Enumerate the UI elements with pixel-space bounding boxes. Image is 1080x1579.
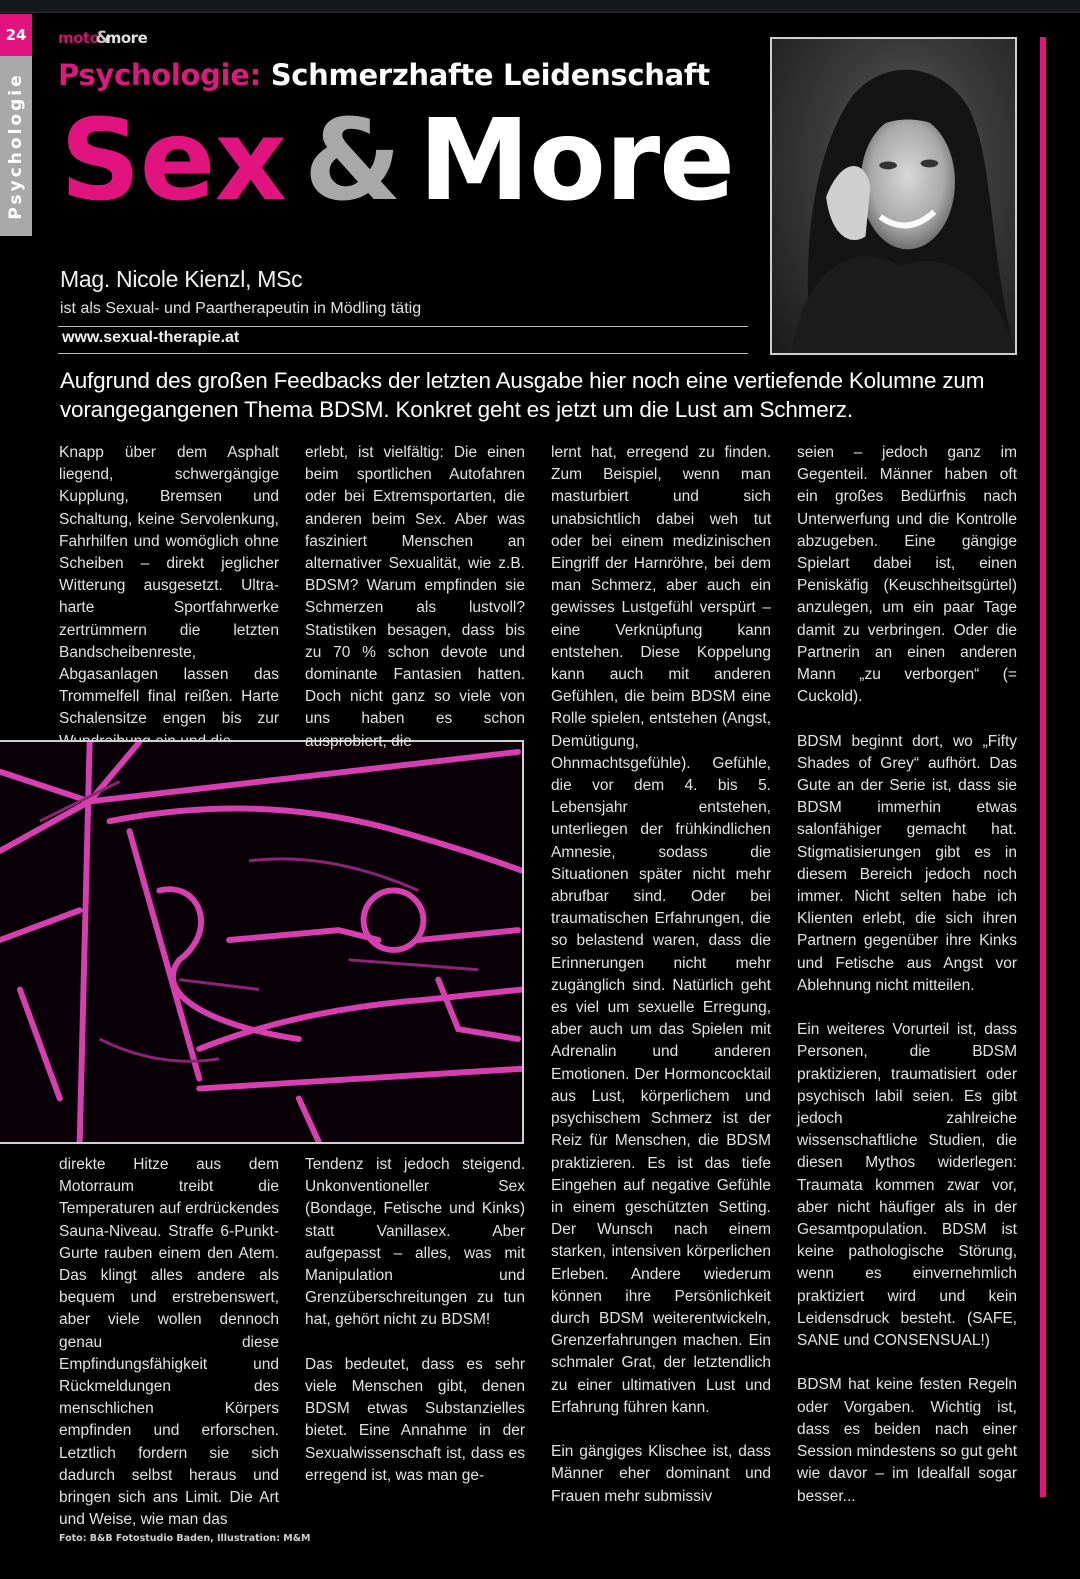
- headline-word-2: More: [418, 96, 735, 226]
- divider: [58, 326, 748, 327]
- illustration-image: [0, 742, 522, 1142]
- divider: [58, 353, 748, 354]
- logo-ampersand: &: [95, 28, 110, 48]
- logo-part-2: more: [105, 29, 148, 47]
- paragraph: Tendenz ist jedoch steigend. Unkonventioneller Sex (Bondage, Fetische und Kinks) statt Vanillasex. Aber aufgepasst – alles, was mit Manipulation und Grenzüberschreitungen zu tun hat, gehört nicht zu BDSM!: [305, 1156, 525, 1329]
- article-column-3: [551, 442, 771, 1508]
- paragraph: erlebt, ist vielfältig: Die einen beim sportlichen Autofahren oder bei Extremsportarten, die anderen beim Sex. Aber was fasziniert Menschen an alternativer Sexualität, wie z.B. BDSM? Warum empfinden sie Schmerzen als lustvoll? Statistiken besagen, dass bis zu 70 % schon devote und dominante Fantasien hatten. Doch nicht ganz so viele von uns haben es schon ausprobiert, die: [305, 444, 525, 750]
- headline-ampersand: &: [303, 96, 401, 226]
- author-portrait: [770, 37, 1017, 355]
- paragraph: Ein weiteres Vorurteil ist, dass Personen, die BDSM praktizieren, traumatisiert oder psychisch labil seien. Es gibt jedoch zahlreiche wissenschaftliche Studien, die diesen Mythos widerlegen: Traumata kommen zwar vor, aber nicht häufiger als in der Gesamtpopulation. BDSM ist keine pathologische Störung, wenn es einvernehmlich praktiziert wird und kein Leidensdruck besteht. (SAFE, SANE und CONSENSUAL!): [797, 1021, 1017, 1350]
- paragraph: Knapp über dem Asphalt liegend, schwergängige Kupplung, Bremsen und Schaltung, keine Servolenkung, Fahrhilfen und womöglich ohne Scheiben – direkt jeglicher Witterung ausgesetzt. Ultra-harte Sportfahrwerke zertrümmern die letzten Bandscheibenreste, Abgasanlagen lassen das Trommelfell final reißen. Harte Schalensitze engen bis zur: [59, 444, 279, 728]
- paragraph: lernt hat, erregend zu finden. Zum Beispiel, wenn man masturbiert und sich unabsichtlich dabei weh tut oder bei einem medizinischen Eingriff der Harnröhre, bei dem man Schmerz, aber auch ein gewisses Lustgefühl verspürt – eine Verknüpfung kann entstehen. Diese Koppelung kann auch mit anderen Gefühlen, die beim BDSM eine Rolle spielen, entstehen (Angst, Demütigung, Ohnmachtsgefühle). Gefühle, die vor dem 4. bis 5. Lebensjahr entstehen, unterliegen der frühkindlichen Amnesie, sodass die Situationen später nicht mehr abrufbar sind. Oder bei traumatischen Erfahrungen, die so belastend waren, dass die Erinnerungen nicht mehr zugänglich sind. Natürlich geht es viel um sexuelle Erregung, aber auch um das Spielen mit Adrenalin und anderen Emotionen. Der Hormoncocktail aus Lust, körperlichem und psychischem Schmerz ist der Reiz für Menschen, die BDSM praktizieren. Es ist das tiefe Eingehen auf negative Gefühle in einem geschützten Setting. Der Wunsch nach einem starken, intensiven körperlichen Erleben. Andere wiederum können ihre Persönlichkeit durch BDSM weiterentwickeln, Grenzerfahrungen machen. Ein schmaler Grat, der letztendlich zu einer ultimativen Lust und Erfahrung führen kann.: [551, 444, 771, 1416]
- author-description: ist als Sexual- und Paartherapeutin in Mödling tätig: [60, 300, 422, 317]
- paragraph: BDSM beginnt dort, wo „Fifty Shades of Grey“ aufhört. Das Gute an der Serie ist, dass sie BDSM immerhin etwas salonfähiger gemacht hat. Stigmatisierungen gibt es in diesem Bereich jedoch noch immer. Nicht selten habe ich Klienten erlebt, die sich ihren Partnern gegenüber ihre Kinks und Fetische aus Angst vor Ablehnung nicht mitteilen.: [797, 732, 1017, 994]
- car-interior-illustration: [0, 740, 524, 1144]
- author-name: Mag. Nicole Kienzl, MSc: [60, 266, 303, 292]
- headline: [60, 96, 734, 226]
- kicker: [58, 58, 710, 92]
- portrait-image: [772, 39, 1015, 353]
- lead-paragraph: Aufgrund des großen Feedbacks der letzten Ausgabe hier noch eine vertiefende Kolumne zum vorangegangenen Thema BDSM. Konkret geht es jetzt um die Lust am Schmerz.: [60, 368, 985, 422]
- magazine-logo: [58, 28, 147, 48]
- kicker-title: Schmerzhafte Leidenschaft: [270, 58, 710, 92]
- logo-part-1: moto: [58, 29, 100, 47]
- page-number: 24: [0, 14, 32, 56]
- paragraph: Das bedeutet, dass es sehr viele Menschen gibt, denen BDSM etwas Substanzielles bietet. Eine Annahme in der Sexualwissenschaft ist, dass es erregend ist, was man ge-: [305, 1355, 525, 1484]
- section-tab: [0, 56, 32, 236]
- headline-word-1: Sex: [60, 96, 286, 226]
- author-website-link[interactable]: www.sexual-therapie.at: [62, 329, 240, 346]
- article-column-2-bottom: [305, 1154, 525, 1487]
- photo-credit: Foto: B&B Fotostudio Baden, Illustration: M&M: [59, 1533, 311, 1544]
- paragraph: direkte Hitze aus dem Motorraum treibt die Temperaturen auf erdrückendes Sauna-Niveau. Straffe 6-Punkt-Gurte rauben einem den Atem. Das klingt alles andere als bequem und erstrebenswert, aber viele wollen dennoch genau diese Empfindungsfähigkeit und Rückmeldungen des menschlichen Körpers empfinden und erforschen. Letztlich fordern sie sich dadurch selbst heraus und bringen sich ans Limit. Die Art und Weise, wie man das: [59, 1156, 279, 1529]
- article-column-2-top: [305, 442, 525, 753]
- kicker-category: Psychologie:: [58, 58, 261, 92]
- article-column-1-top: [59, 442, 279, 753]
- paragraph: seien – jedoch ganz im Gegenteil. Männer haben oft ein großes Bedürfnis nach Unterwerfung und die Kontrolle abzugeben. Eine gängige Spielart dabei ist, einen Peniskäfig (Keuschheitsgürtel) anzulegen, um ein paar Tage damit zu verbringen. Oder die Partnerin an einen anderen Mann „zu verborgen“ (= Cuckold).: [797, 444, 1017, 706]
- article-column-4: [797, 442, 1017, 1508]
- paragraph: Ein gängiges Klischee ist, dass Männer eher dominant und Frauen mehr submissiv: [551, 1443, 771, 1505]
- paragraph: BDSM hat keine festen Regeln oder Vorgaben. Wichtig ist, dass es beiden nach einer Session mindestens so gut geht wie davor – im Idealfall sogar besser...: [797, 1376, 1017, 1505]
- accent-bar: [1040, 37, 1046, 1497]
- article-column-1-bottom: [59, 1154, 279, 1531]
- section-tab-label: Psychologie: [6, 72, 26, 220]
- top-bar: [0, 0, 1080, 13]
